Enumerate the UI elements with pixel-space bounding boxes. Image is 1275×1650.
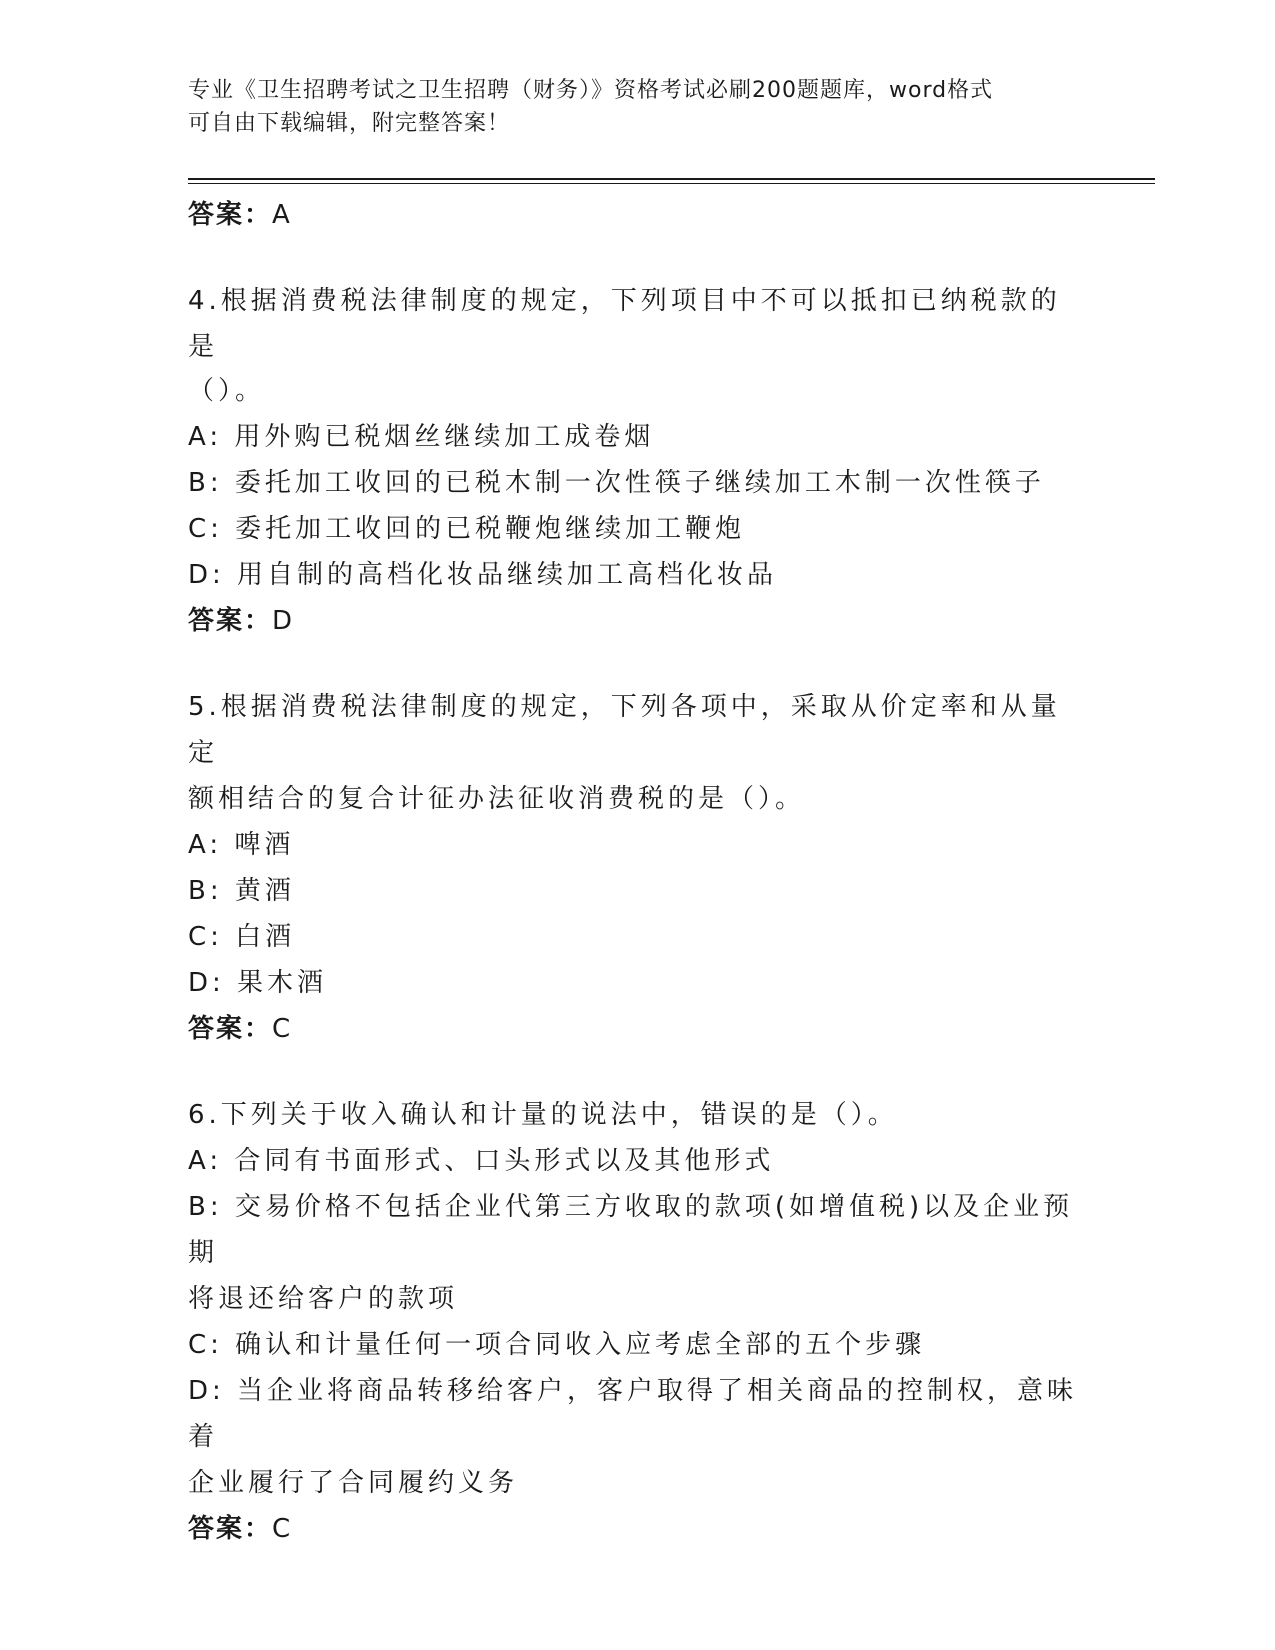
option-a: A: 啤酒 [188,830,295,860]
answer-label: 答案： [188,606,273,636]
question-stem: 5.根据消费税法律制度的规定，下列各项中，采取从价定率和从量定 [188,692,1061,768]
answer-value: C [272,1014,293,1044]
option-b: B: 委托加工收回的已税木制一次性筷子继续加工木制一次性筷子 [188,468,1045,498]
header-line-2: 可自由下载编辑，附完整答案！ [188,111,511,136]
option-a: A: 用外购已税烟丝继续加工成卷烟 [188,422,655,452]
question-6 [188,1092,1088,1552]
option-d: D: 用自制的高档化妆品继续加工高档化妆品 [188,560,778,590]
option-c: C: 白酒 [188,922,296,952]
question-stem-cont: （）。 [188,376,266,406]
option-d-cont: 企业履行了合同履约义务 [188,1468,519,1498]
question-stem-cont: 额相结合的复合计征办法征收消费税的是（）。 [188,784,806,814]
option-c: C: 委托加工收回的已税鞭炮继续加工鞭炮 [188,514,746,544]
question-stem: 4.根据消费税法律制度的规定，下列项目中不可以抵扣已纳税款的是 [188,286,1061,362]
answer-line [188,598,1088,644]
header-divider-thick [188,178,1155,180]
answer-label: 答案： [188,200,273,230]
option-d: D: 果木酒 [188,968,328,998]
question-5 [188,684,1088,1052]
document-header [188,74,1068,140]
answer-label: 答案： [188,1514,273,1544]
answer-line [188,192,1088,238]
option-c: C: 确认和计量任何一项合同收入应考虑全部的五个步骤 [188,1330,926,1360]
header-line-1: 专业《卫生招聘考试之卫生招聘（财务）》资格考试必刷200题题库，word格式 [188,78,994,103]
answer-line [188,1006,1088,1052]
option-b-cont: 将退还给客户的款项 [188,1284,459,1314]
question-stem: 6.下列关于收入确认和计量的说法中，错误的是（）。 [188,1100,898,1130]
option-a: A: 合同有书面形式、口头形式以及其他形式 [188,1146,775,1176]
answer-value: C [272,1514,293,1544]
question-4 [188,278,1088,644]
header-divider-thin [188,183,1155,184]
answer-value: D [272,606,295,636]
answer-value: A [272,200,292,230]
option-b: B: 黄酒 [188,876,295,906]
answer-label: 答案： [188,1014,273,1044]
answer-line [188,1506,1088,1552]
question-content [188,192,1088,1552]
option-b: B: 交易价格不包括企业代第三方收取的款项(如增值税)以及企业预期 [188,1192,1074,1268]
option-d: D: 当企业将商品转移给客户，客户取得了相关商品的控制权，意味着 [188,1376,1078,1452]
